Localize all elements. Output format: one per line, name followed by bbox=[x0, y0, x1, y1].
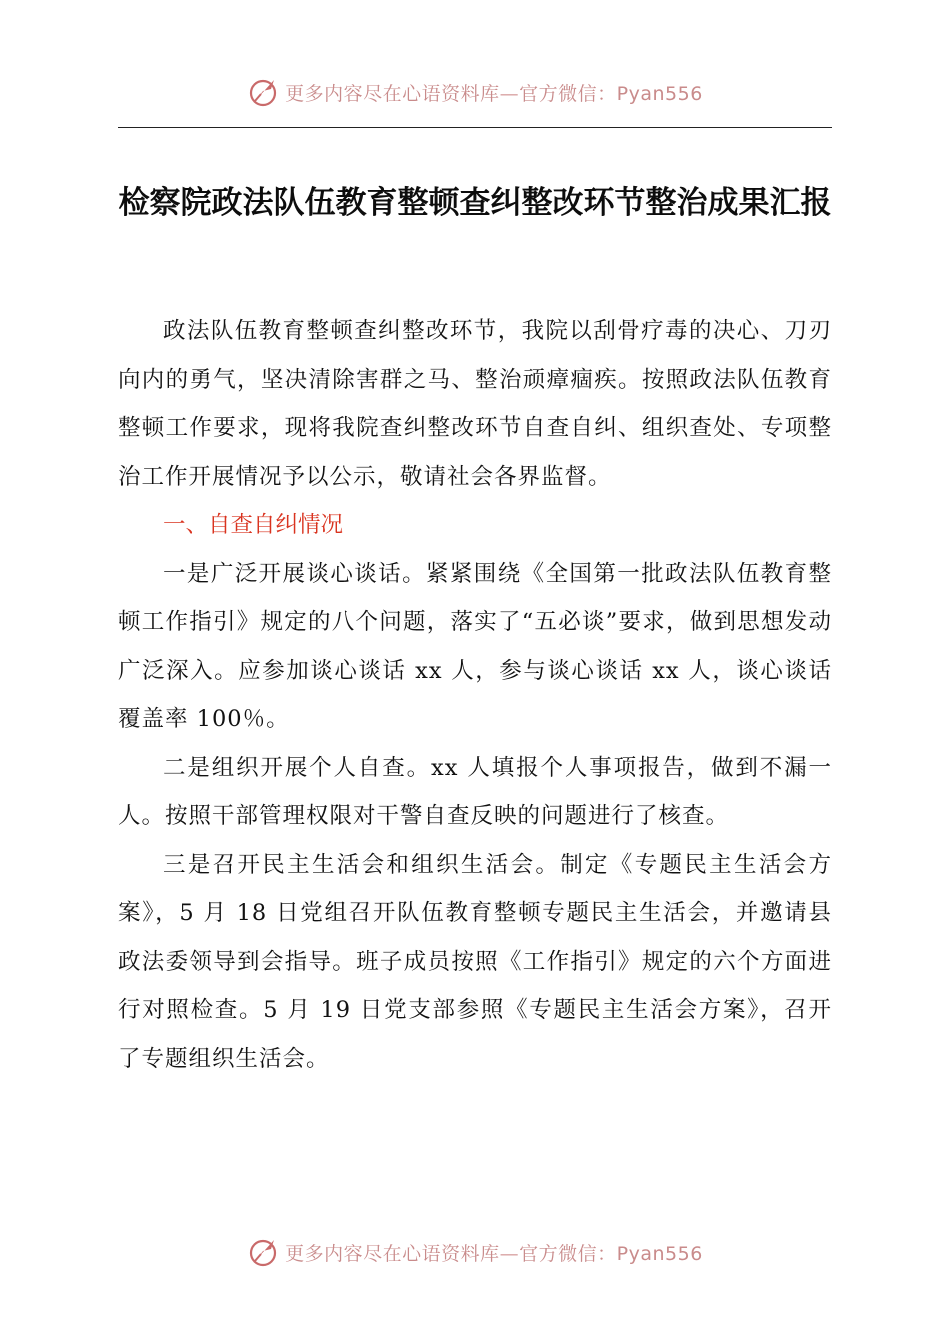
footer-watermark bbox=[0, 1232, 950, 1272]
header-divider bbox=[118, 127, 832, 128]
paragraph-self-check: 二是组织开展个人自查。xx 人填报个人事项报告，做到不漏一人。按照干部管理权限对干警自查反映的问题进行了核查。 bbox=[118, 754, 832, 829]
paragraph-talks: 一是广泛开展谈心谈话。紧紧围绕《全国第一批政法队伍教育整顿工作指引》规定的八个问题，落实了“五必谈”要求，做到思想发动广泛深入。应参加谈心谈话 xx 人，参与谈心谈话 xx 人，谈心谈话覆盖率 100％。 bbox=[118, 560, 832, 732]
header-watermark bbox=[0, 72, 950, 112]
watermark-text: 更多内容尽在心语资料库—官方微信：Pyan556 bbox=[285, 82, 703, 105]
paragraph-meetings: 三是召开民主生活会和组织生活会。制定《专题民主生活会方案》，5 月 18 日党组召开队伍教育整顿专题民主生活会，并邀请县政法委领导到会指导。班子成员按照《工作指引》规定的六个方面进行对照检查。5 月 19 日党支部参照《专题民主生活会方案》，召开了专题组织生活会。 bbox=[118, 851, 832, 1072]
quill-logo-icon bbox=[247, 75, 281, 109]
section-heading: 一、自查自纠情况 bbox=[163, 512, 344, 538]
document-title: 检察院政法队伍教育整顿查纠整改环节整治成果汇报 bbox=[118, 185, 832, 221]
quill-logo-icon bbox=[247, 1235, 281, 1269]
watermark-text: 更多内容尽在心语资料库—官方微信：Pyan556 bbox=[285, 1242, 703, 1265]
intro-paragraph: 政法队伍教育整顿查纠整改环节，我院以刮骨疗毒的决心、刀刃向内的勇气，坚决清除害群之马、整治顽瘴痼疾。按照政法队伍教育整顿工作要求，现将我院查纠整改环节自查自纠、组织查处、专项整治工作开展情况予以公示，敬请社会各界监督。 bbox=[118, 318, 832, 490]
document-body bbox=[118, 307, 832, 1083]
